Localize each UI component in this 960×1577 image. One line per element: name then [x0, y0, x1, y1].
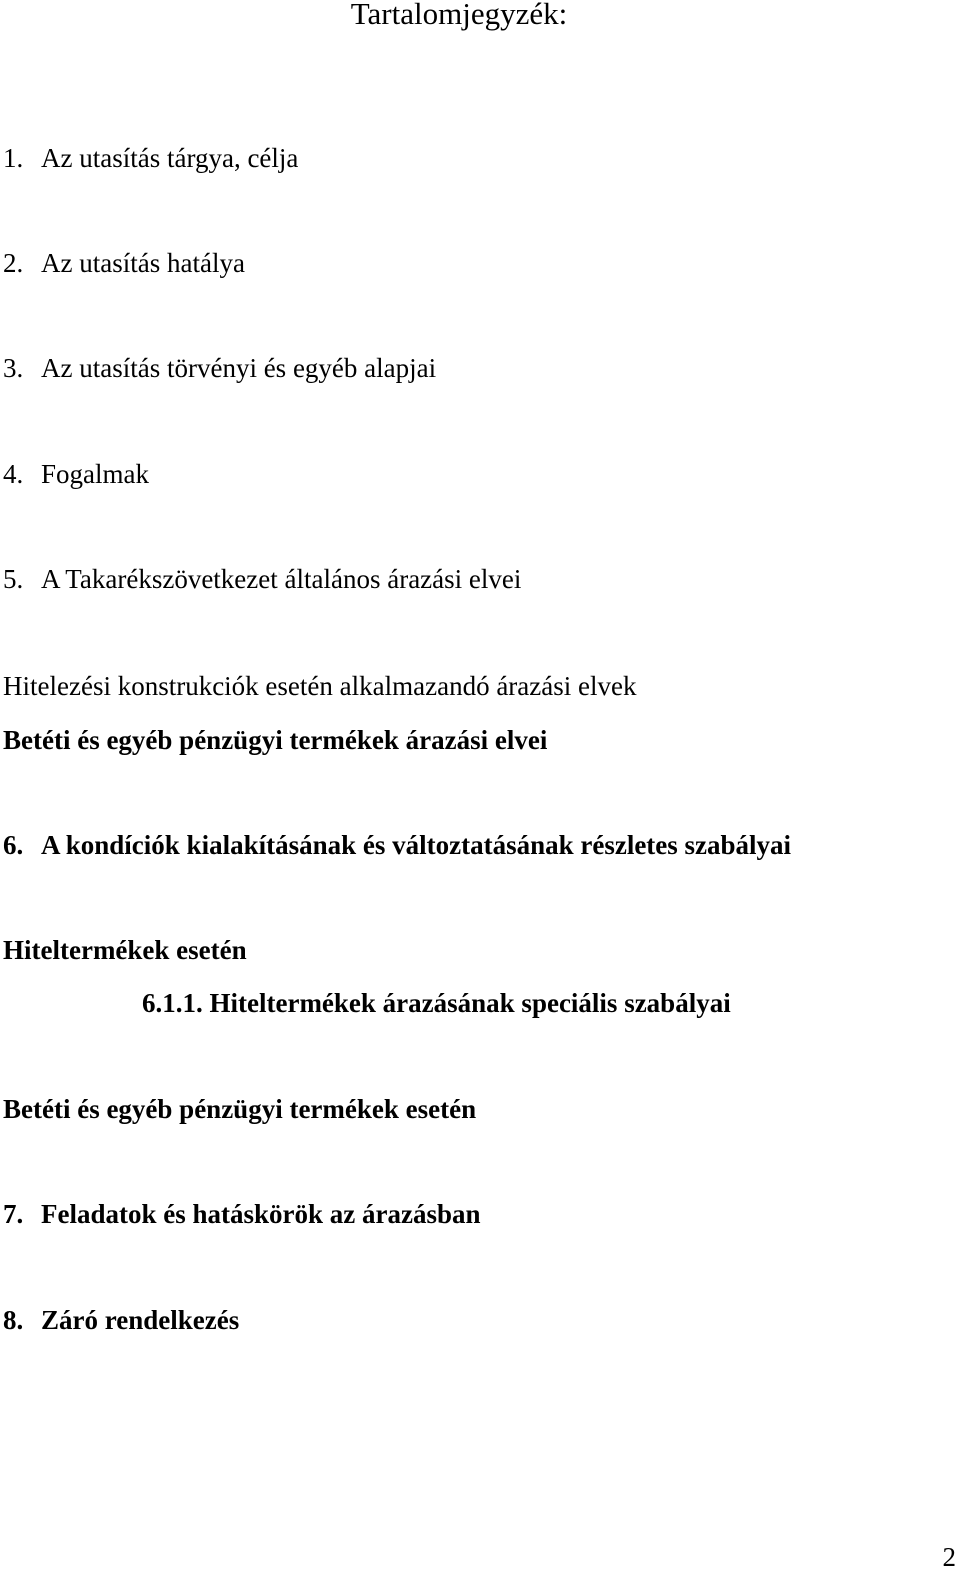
toc-entry-number: 2.	[3, 248, 24, 278]
toc-subentry: Hitelezési konstrukciók esetén alkalmazandó árazási elvek	[3, 671, 637, 701]
toc-subentry: Hiteltermékek esetén	[3, 935, 247, 965]
toc-subentry: Betéti és egyéb pénzügyi termékek esetén	[3, 1094, 477, 1124]
toc-entry-text: A Takarékszövetkezet általános árazási elvei	[41, 564, 522, 594]
toc-entry-text: Záró rendelkezés	[41, 1305, 240, 1335]
toc-entry-1	[3, 141, 298, 175]
toc-entry-8	[3, 1303, 239, 1337]
page-number: 2	[942, 1542, 956, 1572]
toc-entry-number: 1.	[3, 143, 24, 173]
toc-entry-number: 4.	[3, 459, 24, 489]
toc-entry-text: Az utasítás tárgya, célja	[41, 143, 299, 173]
toc-entry-3	[3, 351, 436, 385]
toc-subentry: Betéti és egyéb pénzügyi termékek árazási elvei	[3, 725, 548, 755]
toc-subsubentry: 6.1.1. Hiteltermékek árazásának speciális szabályai	[142, 988, 731, 1018]
toc-entry-5	[3, 562, 521, 596]
toc-entry-text: Az utasítás törvényi és egyéb alapjai	[41, 353, 437, 383]
toc-entry-number: 6.	[3, 830, 24, 860]
toc-entry-text: Fogalmak	[41, 459, 149, 489]
page-title: Tartalomjegyzék:	[350, 0, 568, 31]
toc-entry-number: 3.	[3, 353, 24, 383]
toc-entry-7	[3, 1197, 481, 1231]
toc-entry-text: Az utasítás hatálya	[41, 248, 245, 278]
toc-entry-number: 7.	[3, 1199, 24, 1229]
toc-entry-text: A kondíciók kialakításának és változtatásának részletes szabályai	[41, 830, 792, 860]
toc-entry-text: Feladatok és hatáskörök az árazásban	[41, 1199, 481, 1229]
toc-entry-4	[3, 457, 149, 491]
toc-entry-number: 5.	[3, 564, 24, 594]
toc-entry-number: 8.	[3, 1305, 24, 1335]
toc-entry-6	[3, 828, 791, 862]
toc-entry-2	[3, 246, 245, 280]
